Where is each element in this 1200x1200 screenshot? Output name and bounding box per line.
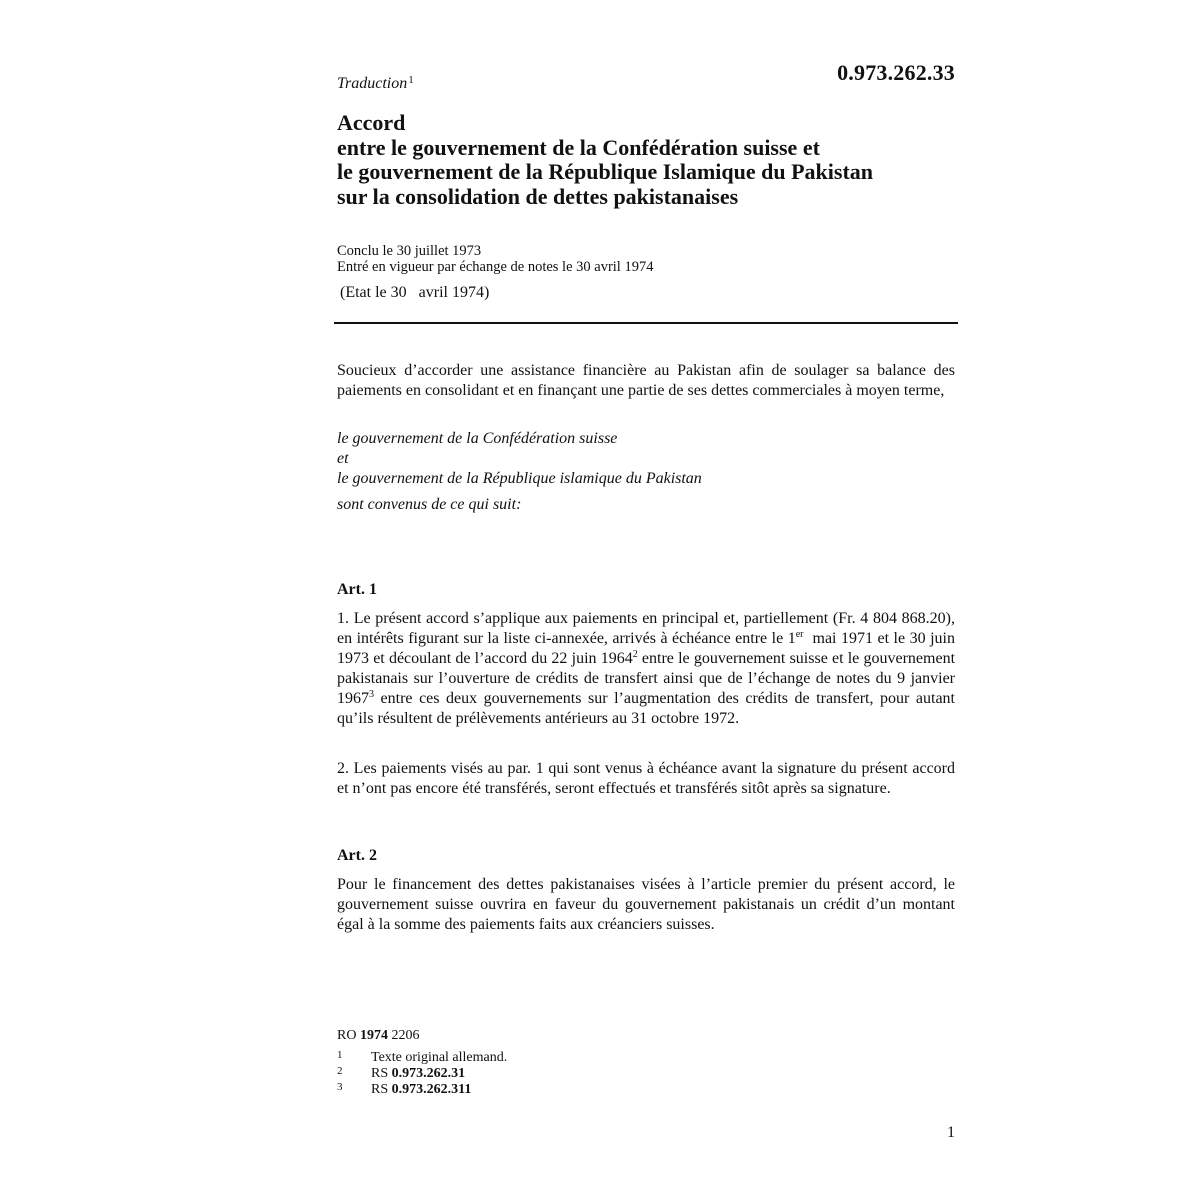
title-line-4: sur la consolidation de dettes pakistanaises <box>337 183 739 209</box>
ro-page: 2206 <box>387 1028 420 1043</box>
footnote-ref-1: 1 <box>408 74 414 86</box>
footnote-1 <box>337 1048 637 1065</box>
document-title <box>337 111 977 209</box>
document-meta <box>337 243 653 275</box>
footnote-number: 1 <box>337 1049 343 1061</box>
title-line-2: entre le gouvernement de la Confédération suisse et <box>337 134 820 160</box>
ro-reference <box>337 1029 419 1043</box>
article-1-heading: Art. 1 <box>337 581 377 598</box>
article-1-paragraph-1 <box>337 609 960 729</box>
page-number: 1 <box>947 1124 955 1141</box>
art1-p1-part-d: entre ces deux gouvernements sur l’augmentation des crédits de transfert, pour autant qu’ils résultent de prélèvements antérieurs au 31 octobre 1972. <box>337 690 955 727</box>
footnote-ref-2: 2 <box>632 649 638 660</box>
footnote-text: RS <box>371 1082 392 1097</box>
translation-text: Traduction <box>337 75 408 92</box>
footnote-2 <box>337 1064 637 1081</box>
art1-p1-part-c: entre le gouvernement suisse et le gouvernement pakistanais sur l’ouverture de crédits de transfert ainsi que de l’échange de notes du 9 janvier 1967 <box>337 650 956 707</box>
art1-p1-part-a: 1. Le présent accord s’applique aux paiements en principal et, partiellement (Fr. 4 804 868.20), en intérêts figurant sur la liste ci-annexée, arrivés à échéance entre le 1 <box>337 610 955 647</box>
footnote-text: Texte original allemand. <box>371 1050 508 1065</box>
party-pakistan: le gouvernement de la République islamique du Pakistan <box>337 470 702 487</box>
footnote-3 <box>337 1080 637 1097</box>
footnote-sr-number: 0.973.262.31 <box>391 1066 466 1081</box>
ro-prefix: RO <box>337 1028 360 1043</box>
article-1-paragraph-2: 2. Les paiements visés au par. 1 qui sont venus à échéance avant la signature du présent accord et n’ont pas encore été transférés, seront effectués et transférés sitôt après sa signature. <box>337 760 955 797</box>
agreed-clause: sont convenus de ce qui suit: <box>337 496 522 513</box>
preamble-text: Soucieux d’accorder une assistance financière au Pakistan afin de soulager sa balance des paiements en consolidant et en finançant une partie de ses dettes commerciales à moyen terme, <box>337 362 955 399</box>
footnote-text: RS <box>371 1066 392 1081</box>
article-2-heading: Art. 2 <box>337 847 377 864</box>
footnote-sr-number: 0.973.262.311 <box>391 1082 472 1097</box>
article-2-paragraph-1: Pour le financement des dettes pakistanaises visées à l’article premier du présent accord, le gouvernement suisse ouvrira en faveur du gouvernement pakistanais un crédit d’un montant égal à la somme des paiements faits aux créanciers suisses. <box>337 876 955 933</box>
footnote-number: 2 <box>337 1065 343 1077</box>
footnote-ref-3: 3 <box>369 689 374 700</box>
party-switzerland: le gouvernement de la Confédération suisse <box>337 430 618 447</box>
art1-p1-part-b: mai 1971 et le 30 juin 1973 et découlant de l’accord du 22 juin 1964 <box>337 630 960 667</box>
concluded-date: Conclu le 30 juillet 1973 <box>337 243 482 259</box>
title-line-1: Accord <box>337 110 406 135</box>
status-date: (Etat le 30 avril 1974) <box>340 284 490 301</box>
header-divider <box>334 322 958 324</box>
sr-number: 0.973.262.33 <box>837 60 955 85</box>
ro-year: 1974 <box>359 1028 388 1043</box>
translation-label <box>337 74 414 93</box>
party-conjunction: et <box>337 450 349 467</box>
superscript-er: er <box>795 629 804 640</box>
title-line-3: le gouvernement de la République Islamique du Pakistan <box>337 159 874 184</box>
footnote-number: 3 <box>337 1081 343 1093</box>
entry-into-force: Entré en vigueur par échange de notes le 30 avril 1974 <box>337 259 654 275</box>
